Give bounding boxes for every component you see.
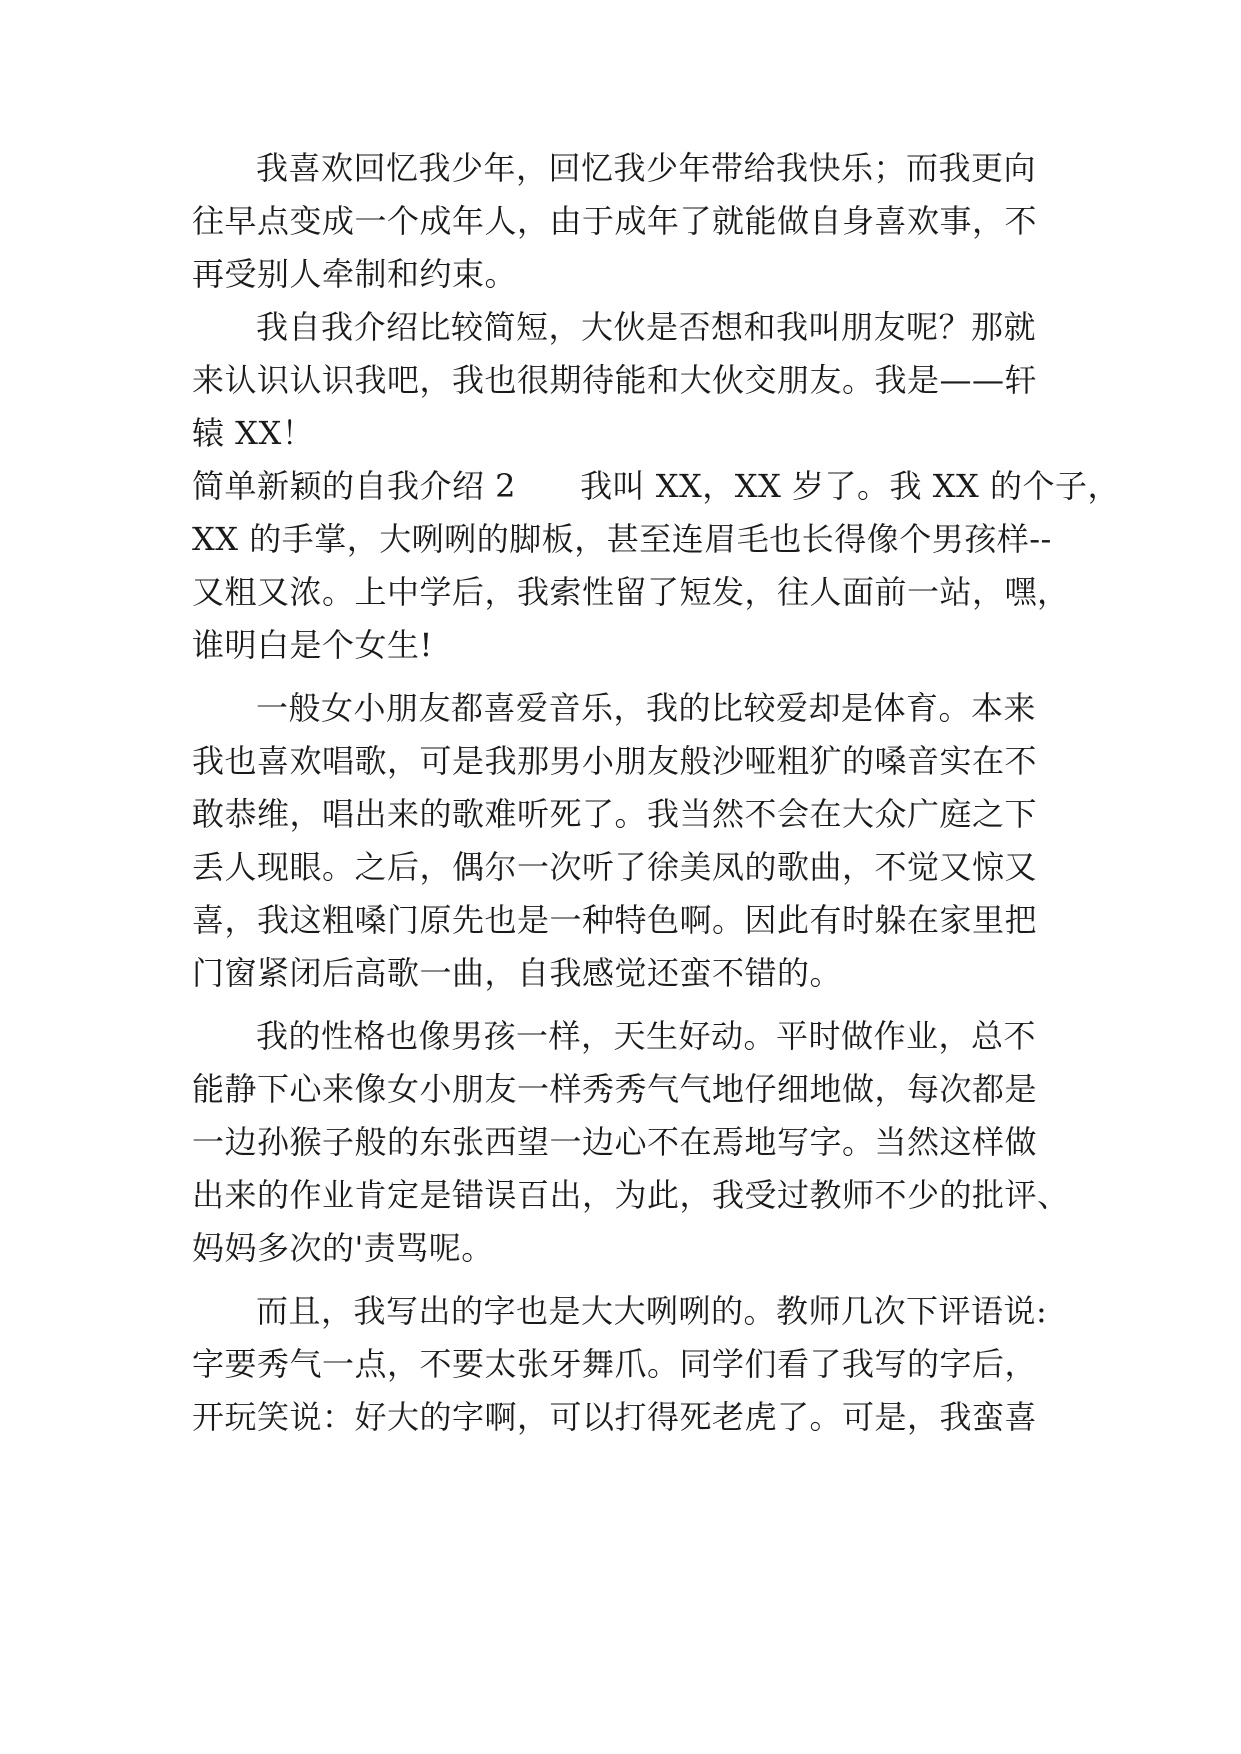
paragraph-5-line-5: 妈妈多次的'责骂呢。 (192, 1229, 494, 1267)
paragraph-4-line-5: 喜，我这粗嗓门原先也是一种特色啊。因此有时躲在家里把 (192, 901, 1038, 939)
paragraph-4-line-3: 敢恭维，唱出来的歌难听死了。我当然不会在大众广庭之下 (192, 795, 1038, 833)
paragraph-6-line-2: 字要秀气一点，不要太张牙舞爪。同学们看了我写的字后， (192, 1345, 1038, 1383)
paragraph-1-line-1: 我喜欢回忆我少年，回忆我少年带给我快乐；而我更向 (256, 149, 1037, 187)
paragraph-4-line-2: 我也喜欢唱歌，可是我那男小朋友般沙哑粗犷的嗓音实在不 (192, 742, 1038, 780)
paragraph-1-line-2: 往早点变成一个成年人，由于成年了就能做自身喜欢事，不 (192, 202, 1038, 240)
paragraph-4-line-6: 门窗紧闭后高歌一曲，自我感觉还蛮不错的。 (192, 954, 843, 992)
paragraph-6-line-1: 而且，我写出的字也是大大咧咧的。教师几次下评语说: (256, 1292, 1048, 1330)
paragraph-2-line-3: 辕 XX！ (192, 414, 315, 452)
paragraph-3-line-2: XX 的手掌，大咧咧的脚板，甚至连眉毛也长得像个男孩样-- (192, 520, 1052, 558)
paragraph-1-line-3: 再受别人牵制和约束。 (192, 255, 518, 293)
paragraph-3-line-3: 又粗又浓。上中学后，我索性留了短发，往人面前一站，嘿， (192, 573, 1070, 611)
paragraph-3-line-1: 简单新颖的自我介绍 2 我叫 XX，XX 岁了。我 XX 的个子， (192, 467, 1120, 505)
paragraph-4-line-4: 丢人现眼。之后，偶尔一次听了徐美凤的歌曲，不觉又惊又 (192, 848, 1038, 886)
paragraph-2-line-1: 我自我介绍比较简短，大伙是否想和我叫朋友呢？那就 (256, 308, 1037, 346)
paragraph-5-line-3: 一边孙猴子般的东张西望一边心不在焉地写字。当然这样做 (192, 1123, 1038, 1161)
paragraph-5-line-4: 出来的作业肯定是错误百出，为此，我受过教师不少的批评、 (192, 1176, 1070, 1214)
paragraph-4-line-1: 一般女小朋友都喜爱音乐，我的比较爱却是体育。本来 (256, 689, 1037, 727)
paragraph-2-line-2: 来认识认识我吧，我也很期待能和大伙交朋友。我是——轩 (192, 361, 1038, 399)
paragraph-5-line-1: 我的性格也像男孩一样，天生好动。平时做作业，总不 (256, 1017, 1037, 1055)
paragraph-3-line-4: 谁明白是个女生! (192, 626, 433, 664)
paragraph-6-line-3: 开玩笑说：好大的字啊，可以打得死老虎了。可是，我蛮喜 (192, 1398, 1038, 1436)
paragraph-5-line-2: 能静下心来像女小朋友一样秀秀气气地仔细地做，每次都是 (192, 1070, 1038, 1108)
